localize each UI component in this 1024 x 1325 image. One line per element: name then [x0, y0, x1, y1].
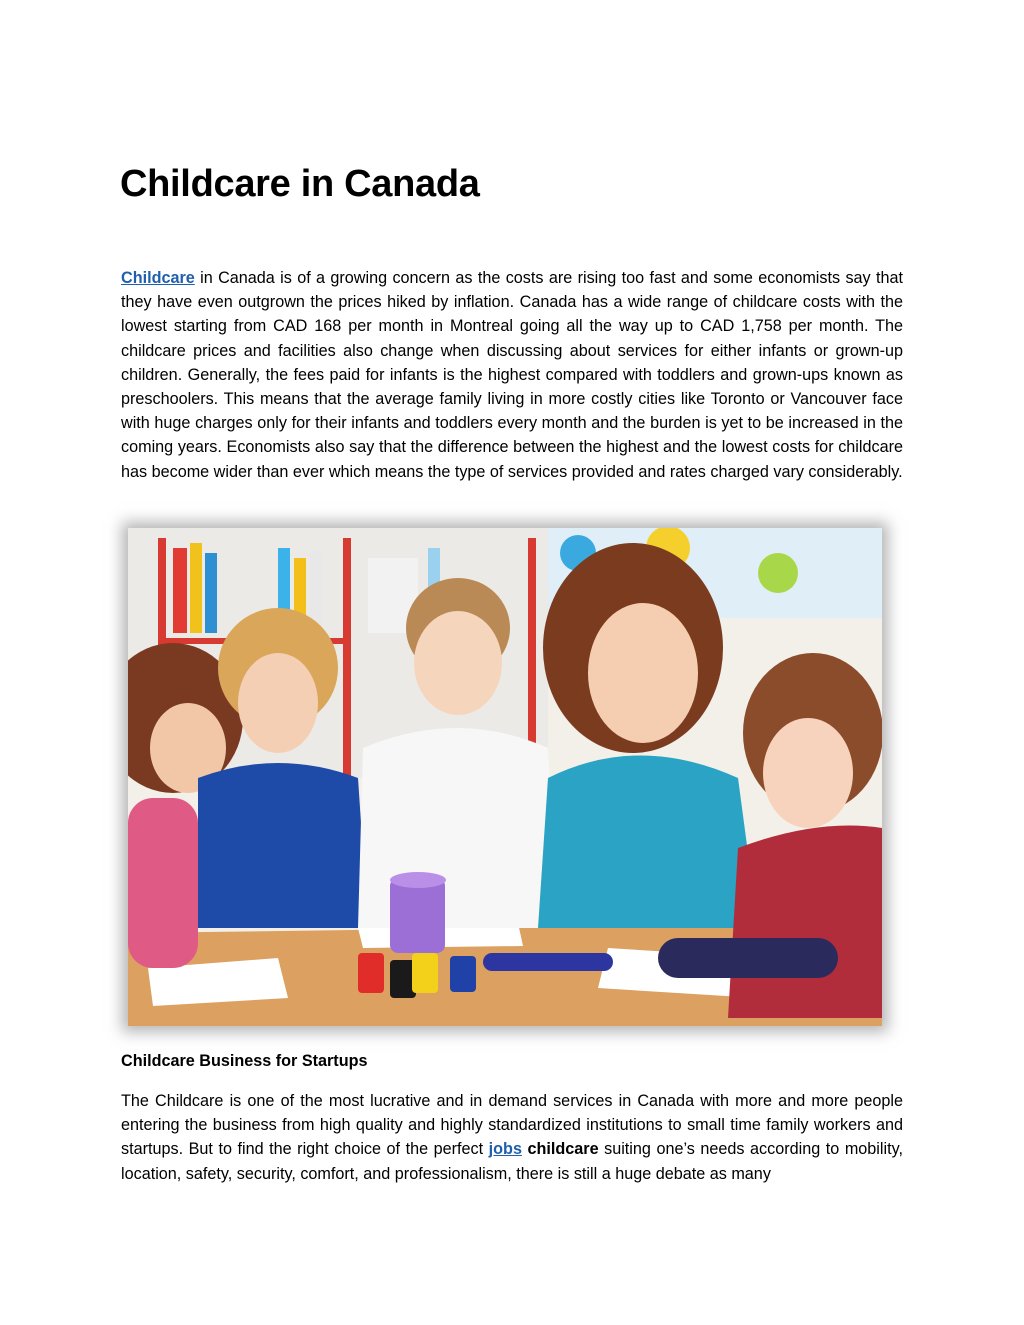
page-title: Childcare in Canada — [120, 163, 480, 205]
section-text-before: The Childcare is one of the most lucrative and in demand services in Canada with more and more people entering the business from high quality and highly standardized institutions to small time family workers and startups. But to find the right choice of the perfect — [121, 1092, 903, 1159]
intro-paragraph — [121, 266, 903, 484]
section-paragraph — [121, 1089, 903, 1186]
section-bold-text: childcare — [521, 1140, 599, 1159]
childcare-photo — [128, 528, 882, 1026]
section-text-after: suiting one’s needs according to mobility, location, safety, security, comfort, and professionalism, there is still a huge debate as many — [121, 1140, 903, 1183]
childcare-link[interactable]: Childcare — [121, 269, 195, 287]
section-heading: Childcare Business for Startups — [121, 1052, 368, 1070]
jobs-link[interactable]: jobs — [488, 1140, 522, 1159]
intro-text: in Canada is of a growing concern as the costs are rising too fast and some economists say that they have even outgrown the prices hiked by inflation. Canada has a wide range of childcare costs with the lowest starting from CAD 168 per month in Montreal going all the way up to CAD 1,758 per month. The childcare prices and facilities also change when discussing about services for either infants or grown-up children. Generally, the fees paid for infants is the highest compared with toddlers and grown-ups known as preschoolers. This means that the average family living in more costly cities like Toronto or Vancouver face with huge charges only for their infants and toddlers every month and the burden is yet to be increased in the coming years. Economists also say that the difference between the highest and the lowest costs for childcare has become wider than ever which means the type of services provided and rates charged vary considerably. — [121, 269, 903, 481]
